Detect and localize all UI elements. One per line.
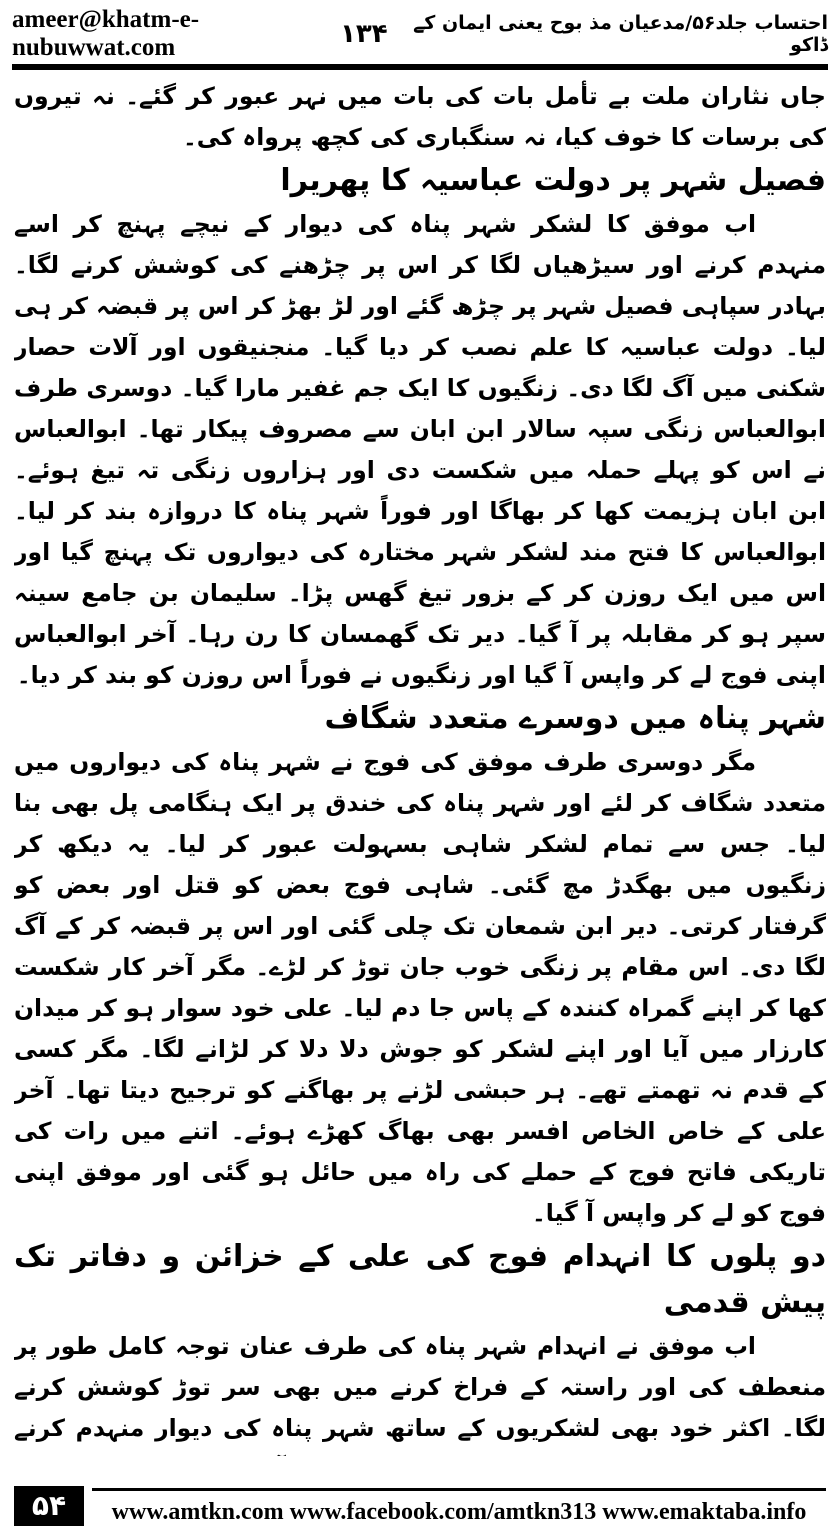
section-heading-1: فصیل شہر پر دولت عباسیہ کا پھریرا [280,163,826,198]
footer-rule [92,1488,826,1491]
paragraph-4: اب موفق نے انہدام شہر پناہ کی طرف عنان توجہ کامل طور پر منعطف کی اور راستہ کے فراخ کرنے میں بھی سر توڑ کوشش کرنے لگا۔ اکثر خود بھی لشکریوں کے ساتھ شہر پناہ کی دیوار منہدم کرنے [14,1332,826,1442]
footer-page-number: ۵۴ [14,1486,84,1526]
header-book-title: احتساب جلد۵۶/مدعیان مذ بوح یعنی ایمان کے ڈاکو [413,12,828,56]
paragraph-2: اب موفق کا لشکر شہر پناہ کی دیوار کے نیچے پہنچ کر اسے منہدم کرنے اور سیڑھیاں لگا کر اس پر چڑھنے کی کوشش کرنے لگا۔ بہادر سپاہی فصیل شہر پر چڑھ گئے اور لڑ بھڑ کر اس پر قبضہ کر ہی لیا۔ دولت عباسیہ کا علم نصب کر دیا گیا۔ منجنیقوں اور آلات حصار شکنی میں آگ لگا دی۔ زنگیوں کا ایک جم غفیر مارا گیا۔ دوسری طرف ابوالعباس زنگی سپہ سالار ابن ابان سے مصروف پیکار تھا۔ ابوالعباس نے اس کو پہلے حملہ میں شکست دی اور ہزاروں زنگی تہ تیغ ہوئے۔ ابن ابان ہزیمت کھا کر بھاگا اور فوراً شہر پناہ کا دروازہ بند کر لیا۔ ابوالعباس کا فتح مند لشکر شہر مختارہ کی دیواروں تک پہنچ گیا اور اس میں ایک روزن کر کے بزور تیغ گھس پڑا۔ سلیمان بن جامع سینہ سپر ہو کر مقابلہ پر آ گیا۔ دیر تک گھمسان کا رن رہا۔ آخر ابوالعباس اپنی فوج لے کر واپس آ گیا اور زنگیوں نے فوراً اس روزن کو بند کر دیا۔ [14,210,826,689]
section-heading-3: دو پلوں کا انہدام فوج کی علی کے خزائن و دفاتر تک پیش قدمی [14,1239,826,1320]
header-page-number: ۱۳۴ [340,19,388,49]
footer-urls: www.amtkn.com www.facebook.com/amtkn313 www.emaktaba.info [111,1499,807,1525]
paragraph-1: جاں نثاران ملت بے تأمل بات کی بات میں نہر عبور کر گئے۔ نہ تیروں کی برسات کا خوف کیا، نہ سنگباری کی کچھ پرواہ کی۔ [14,82,826,151]
section-heading-2: شہر پناہ میں دوسرے متعدد شگاف [324,701,826,736]
paragraph-3: مگر دوسری طرف موفق کی فوج نے شہر پناہ کی دیواروں میں متعدد شگاف کر لئے اور شہر پناہ کی خندق پر ایک ہنگامی پل بھی بنا لیا۔ جس سے تمام لشکر شاہی بسہولت عبور کر لیا۔ یہ دیکھ کر زنگیوں میں بھگدڑ مچ گئی۔ شاہی فوج بعض کو قتل اور بعض کو گرفتار کرتی۔ دیر ابن شمعان تک چلی گئی اور اس پر قبضہ کر کے آگ لگا دی۔ اس مقام پر زنگی خوب جان توڑ کر لڑے۔ مگر آخر کار شکست کھا کر اپنے گمراہ کنندہ کے پاس جا دم لیا۔ علی خود سوار ہو کر میدان کارزار میں آیا اور اپنے لشکر کو جوش دلا دلا کر لڑانے لگا۔ مگر کسی کے قدم نہ تھمتے تھے۔ ہر حبشی لڑنے پر بھاگنے کو ترجیح دیتا تھا۔ آخر علی کے خاص الخاص افسر بھی بھاگ کھڑے ہوئے۔ اتنے میں رات کی تاریکی فاتح فوج کے حملے کی راہ میں حائل ہو گئی اور موفق اپنی فوج کو لے کر واپس آ گیا۔ [14,748,826,1227]
header-email: ameer@khatm-e-nubuwwat.com [12,6,200,61]
header-rule [12,64,828,70]
header-right [340,12,828,56]
page-header [12,6,828,61]
page-content [14,76,826,1456]
